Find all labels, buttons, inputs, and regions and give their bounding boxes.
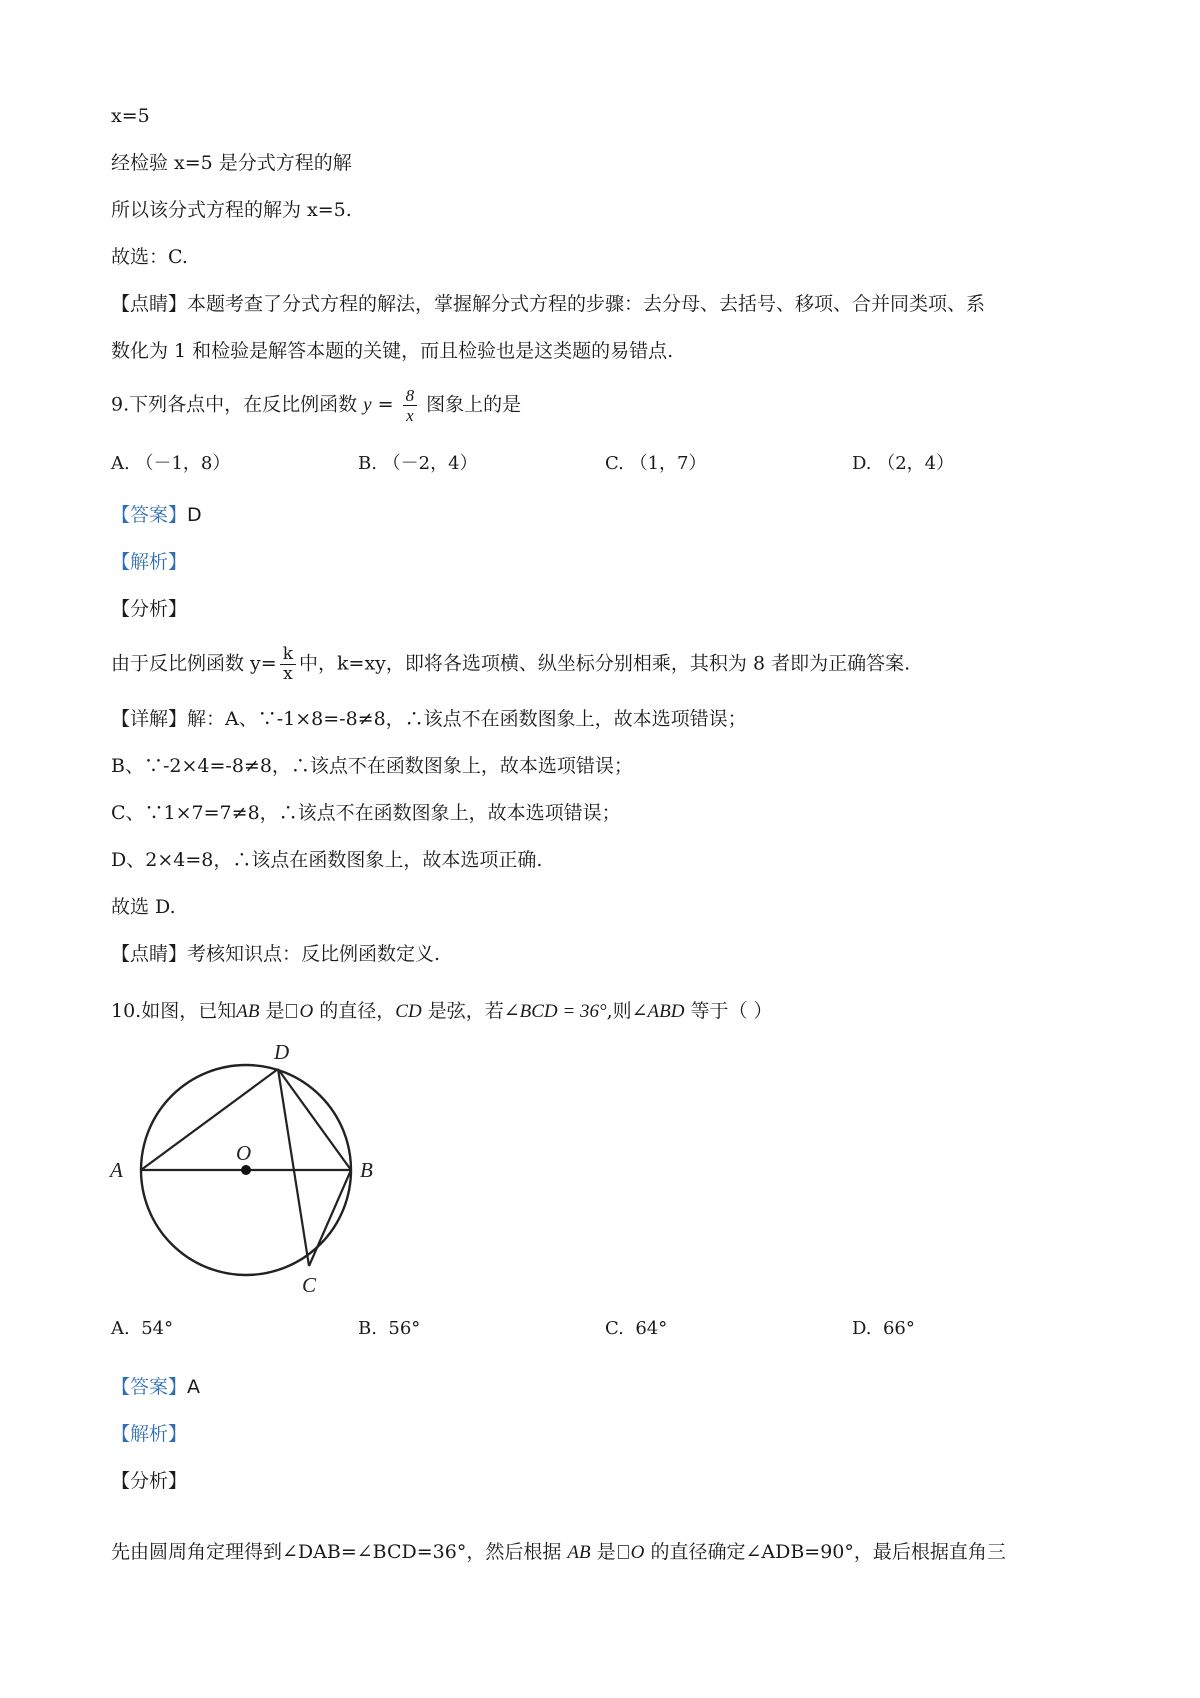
q9-detail-c: C、∵1×7=7≠8，∴该点不在函数图象上，故本选项错误； xyxy=(111,802,621,824)
q10-option-b: B. 56° xyxy=(358,1318,421,1339)
fraction-8-over-x: $\frac{8}{x}$ xyxy=(403,386,418,425)
q10-option-c: C. 64° xyxy=(605,1318,668,1339)
q9-fenxi: 【分析】 xyxy=(111,598,188,620)
text-line: x=5 xyxy=(111,105,150,127)
q10-option-a: A. 54° xyxy=(111,1318,174,1339)
q9-dianjing: 【点睛】考核知识点：反比例函数定义. xyxy=(111,943,441,965)
q10-fenxi: 【分析】 xyxy=(111,1470,188,1492)
text-line: 所以该分式方程的解为 x=5. xyxy=(111,199,352,221)
q9-analysis: 由于反比例函数 y= $\frac{k}{x}$ 中，k=xy，即将各选项横、纵坐标分别相乘，其积为 8 者即为正确答案. xyxy=(111,644,911,684)
missing-glyph-box xyxy=(618,1545,629,1559)
label-o: O xyxy=(236,1141,252,1165)
center-point xyxy=(241,1165,251,1175)
q9-detail-d: D、2×4=8，∴该点在函数图象上，故本选项正确. xyxy=(111,849,543,871)
question-10-stem: 10.如图，已知AB 是 O 的直径，CD 是弦，若∠BCD = 36°,则∠ABD 等于（ ） xyxy=(111,1000,773,1022)
q9-option-d: D. （2，4） xyxy=(852,453,955,474)
label-a: A xyxy=(110,1158,123,1182)
q9-option-b: B. （－2，4） xyxy=(358,453,478,474)
q9-option-a: A. （－1，8） xyxy=(111,453,231,474)
q10-analysis: 先由圆周角定理得到∠DAB=∠BCD=36°，然后根据 AB 是 O 的直径确定∠ADB=90°，最后根据直角三 xyxy=(111,1541,1006,1563)
chord-ad xyxy=(141,1069,278,1170)
text-line: 【点睛】本题考查了分式方程的解法，掌握解分式方程的步骤：去分母、去括号、移项、合并同类项、系 xyxy=(111,293,986,315)
q9-detail-b: B、∵-2×4=-8≠8，∴该点不在函数图象上，故本选项错误； xyxy=(111,755,633,777)
label-b: B xyxy=(360,1158,373,1182)
text-line: 经检验 x=5 是分式方程的解 xyxy=(111,152,352,174)
chord-db xyxy=(278,1069,351,1170)
q9-answer: 【答案】D xyxy=(111,504,202,526)
q9-option-c: C. （1，7） xyxy=(605,453,707,474)
chord-dc xyxy=(278,1069,309,1266)
text-line: 故选：C. xyxy=(111,246,188,268)
label-d: D xyxy=(274,1040,290,1064)
q10-jiexi: 【解析】 xyxy=(111,1423,188,1445)
chord-cb xyxy=(309,1170,351,1266)
q9-jiexi: 【解析】 xyxy=(111,551,188,573)
question-9-stem: 9.下列各点中，在反比例函数 y = $\frac{8}{x}$ 图象上的是 xyxy=(111,386,522,425)
q9-detail-a: 【详解】解：A、∵-1×8=-8≠8，∴该点不在函数图象上，故本选项错误； xyxy=(111,708,747,730)
text-line: 数化为 1 和检验是解答本题的关键，而且检验也是这类题的易错点. xyxy=(111,340,674,362)
q10-answer: 【答案】A xyxy=(111,1376,201,1398)
fraction-k-over-x: $\frac{k}{x}$ xyxy=(280,645,296,684)
q10-option-d: D. 66° xyxy=(852,1318,915,1339)
circle-diagram xyxy=(104,1040,394,1300)
q9-choice: 故选 D. xyxy=(111,896,176,918)
missing-glyph-box xyxy=(286,1004,297,1018)
label-c: C xyxy=(302,1273,317,1297)
